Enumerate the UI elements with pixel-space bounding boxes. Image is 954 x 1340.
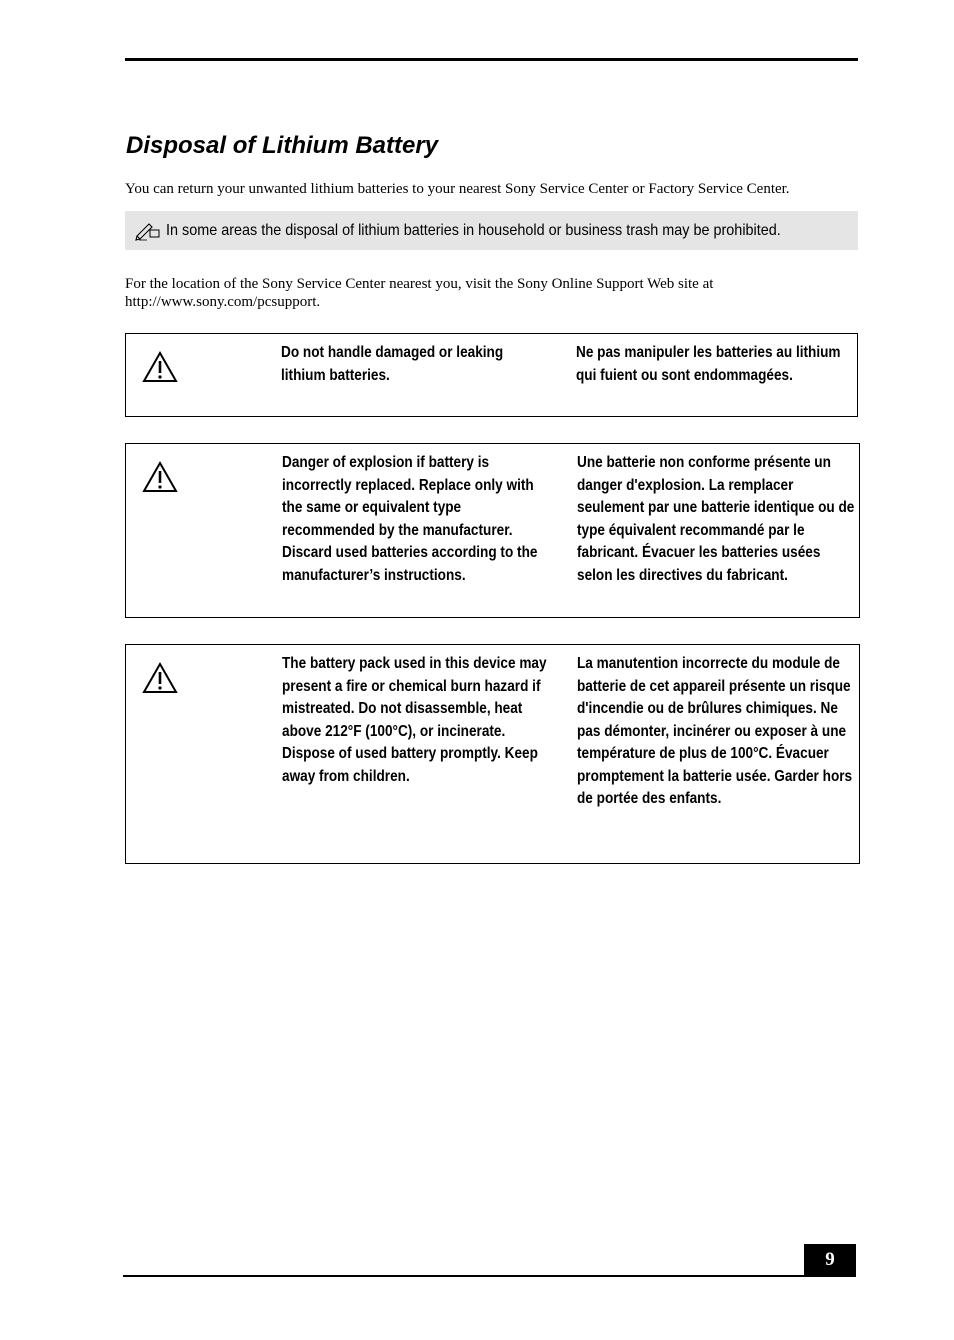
top-rule <box>125 58 858 61</box>
note-text: In some areas the disposal of lithium batteries in household or business trash may be prohibited. <box>166 221 781 239</box>
warning-box-3 <box>125 644 860 864</box>
warning-box-1 <box>125 333 858 417</box>
bottom-rule <box>123 1275 856 1277</box>
note-box <box>125 211 858 250</box>
location-paragraph: For the location of the Sony Service Center nearest you, visit the Sony Online Support Web site at http://www.sony.com/pcsupport. <box>125 276 714 310</box>
warning-triangle-icon <box>142 662 178 694</box>
warning-1-french: Ne pas manipuler les batteries au lithium qui fuient ou sont endommagées. <box>576 344 841 384</box>
page-number: 9 <box>804 1244 856 1277</box>
intro-paragraph: You can return your unwanted lithium batteries to your nearest Sony Service Center or Factory Service Center. <box>125 181 790 197</box>
section-heading: Disposal of Lithium Battery <box>126 132 439 159</box>
warning-triangle-icon <box>142 461 178 493</box>
pencil-note-icon <box>135 221 161 241</box>
warning-triangle-icon <box>142 351 178 383</box>
warning-3-english: The battery pack used in this device may present a fire or chemical burn hazard if mistreated. Do not disassemble, heat above 212°F (100°C), or incinerate. Dispose of used battery promptly. Keep away from children. <box>282 655 547 785</box>
warning-2-english: Danger of explosion if battery is incorrectly replaced. Replace only with the same or equivalent type recommended by the manufacturer. Discard used batteries according to the manufacturer’s instructions. <box>282 454 538 584</box>
warning-box-2 <box>125 443 860 618</box>
warning-3-french: La manutention incorrecte du module de batterie de cet appareil présente un risque d'incendie ou de brûlures chimiques. Ne pas démonter, incinérer ou exposer à une température de plus de 100°C. Évacuer promptement la batterie usée. Garder hors de portée des enfants. <box>577 655 853 807</box>
warning-1-english: Do not handle damaged or leaking lithium batteries. <box>281 344 504 384</box>
warning-2-french: Une batterie non conforme présente un danger d'explosion. La remplacer seulement par une batterie identique ou de type équivalent recommandé par le fabricant. Évacuer les batteries usées selon les directives du fabricant. <box>577 454 855 584</box>
